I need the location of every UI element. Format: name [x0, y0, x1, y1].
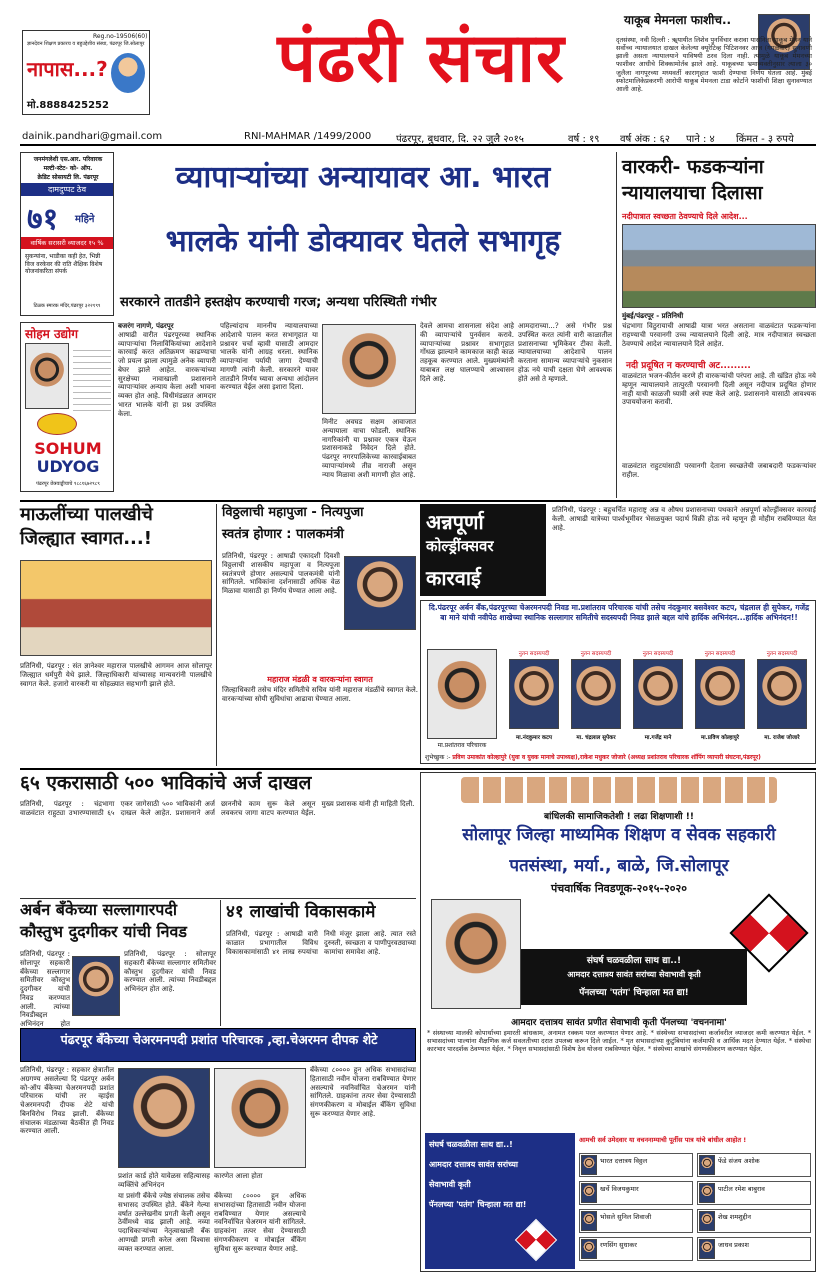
mauli-headline-1: माऊलींच्या पालखीचे: [20, 504, 153, 525]
right-body-1-text: चंद्रभागा विठुरायाची आषाढी यात्रा भरत असताना वाळवंटात फडकऱ्यांना राहण्याची परवानगी उच्च न्यायालयाने दिली आहे. मात्र नदीपात्रात स्वच्छता ठेवण्याचे आदेश न्यायालयाने दिले आहेत.: [622, 322, 816, 348]
bottom-h2-body-text-2: प्रतिनिधी, पंढरपूर : सोलापूर सहकारी बँकेच्या सल्लागार समितीवर कौस्तुभ दुदगीकर यांची निवड करण्यात आली. त्यांच्या निवडीबद्दल अभिनंदन होत आहे.: [124, 950, 216, 993]
election-slogan-2: आमदार दत्तात्रय सावंत सरांच्या सेवाभावी कृती: [567, 970, 701, 979]
member-name: मा.गजेंद्र माने: [644, 735, 672, 741]
lead-right-divider: [616, 152, 617, 498]
bottom-h3-body-text: प्रतिनिधी, पंढरपूर : आषाढी वारी काळात प्रभागातील विविध विकासकामांसाठी ४१ लाख रुपयांचा निधी मंजूर झाला आहे. त्यात रस्ते दुरुस्ती, स्वच्छता व पाणीपुरवठ्याच्या कामांचा समावेश आहे.: [226, 930, 416, 956]
lead-headline-1: व्यापाऱ्यांच्या अन्यायावर आ. भारत: [175, 160, 551, 195]
member-photo: [571, 659, 621, 729]
soham-photo: [25, 343, 69, 409]
member-name: मा. चंद्रलाल सुपेकर: [576, 735, 616, 741]
lead-col-3: [322, 418, 416, 494]
election-top-line: बांधिलकी सामाजिकतेशी ! लढा शिक्षणाशी !!: [544, 812, 694, 822]
bottom-h2-body: [20, 950, 70, 1028]
fd-label: दामदुप्पट ठेव: [21, 183, 113, 196]
felicitation-chief-photo: [427, 649, 497, 739]
felicitation-from-label: शुभेच्छुक :-: [425, 754, 451, 761]
annapurna-line-2: कोल्ड्रींक्सवर: [426, 537, 494, 555]
lead-col-4-text: देवले आमचा शासनाला संदेश आहे की व्यापाऱ्यांचे पुनर्वसन करावे. व्यापाऱ्यांच्या प्रश्नावर सभागृहात गोंधळ झाल्याने कामकाज काही काळ तहकूब करण्यात आले. मुख्यमंत्र्यांनी याबाबत लक्ष घालण्याचे आश्वासन दिले आहे.: [420, 322, 514, 383]
lead-byline: बजरंग नागणे, पंढरपूर: [118, 321, 174, 330]
masthead-rni: RNI-MAHMAR /1499/2000: [244, 131, 372, 142]
right-byline: मुंबई/पंढरपूर - प्रतिनिधी: [622, 312, 684, 320]
candidate-photo: [699, 1183, 715, 1203]
candidate-name: पाटील रमेश बाबुराव: [697, 1181, 811, 1205]
bottom-divider-a: [20, 898, 416, 899]
felicitation-from-names: प्रविण उमाकांत कोल्हापुरे (युवा व युवक मानाचे उपाध्यक्ष),राकेश मधुकर जोजारे (अध्यक्ष प्रशांतराव परिचारक शॉपिंग व्यापारी संघटना,पंढरपूर): [452, 754, 761, 761]
lead-col-5-text: आमदाराच्या...? असे गंभीर प्रश्न उपस्थित करत त्यांनी वारी काळातील प्रशासनाच्या भूमिकेवर टीका केली. न्यायालयाच्या आदेशाचे पालन करताना सामान्य व्यापाऱ्यांचे नुकसान होऊ नये याची दक्षता घेणे आवश्यक होते असे ते म्हणाले.: [518, 322, 612, 383]
vitthal-headline-2: स्वतंत्र होणार : पालकमंत्री: [222, 527, 344, 542]
top-right-headline: याकूब मेमनला फाशीच..: [624, 13, 732, 27]
banner-col-2b: [214, 1192, 306, 1272]
mauli-body: [20, 662, 212, 762]
rate-line: वार्षिक सरासरी व्याजदर १५ %: [21, 237, 113, 249]
fd-unit: महिने: [75, 214, 95, 225]
right-headline-2: न्यायालयाचा दिलासा: [622, 182, 763, 204]
bank-line-1: जनमंगलेशी एस.आर. परिवारक: [33, 156, 103, 163]
bottom-h2-body-2: [124, 950, 216, 1024]
bottom-h1-body: [20, 800, 416, 896]
soham-product-list: [73, 345, 111, 411]
member-tag: नुतन सदस्यपदी: [580, 651, 612, 657]
banner-caption-2: कारणेत आला होता: [214, 1172, 263, 1180]
lead-col-4: [420, 322, 514, 494]
ad-phone: मो.8888425252: [27, 100, 109, 111]
banner-caption-1: प्रशांत कार्ड होते यावेळस सहित्यासह व्यक्तिंचे अभिनंदन: [118, 1172, 210, 1189]
candidate-photo: [581, 1211, 597, 1231]
member-photo: [633, 659, 683, 729]
election-ad: [420, 772, 816, 1272]
candidate-name: रणसिंग सुधाकर: [579, 1237, 693, 1261]
banner-col-1-text: प्रतिनिधी, पंढरपूर : सहकार क्षेत्रातील अग्रगण्य असलेल्या दि पंढरपूर अर्बन को-ऑप बँकेच्या चेअरमनपदी प्रशांत परिचारक यांची तर व्हाईस चेअरमनपदी दीपक शेटे यांची बिनविरोध निवड झाली. बँकेच्या संचालक मंडळाच्या बैठकीत ही निवड करण्यात आली.: [20, 1066, 114, 1136]
banner-photo-1: [118, 1068, 210, 1168]
bottom-banner-headline: पंढरपूर बँकेच्या चेअरमनपदी प्रशांत परिचारक ,व्हा.चेअरमन दीपक शेटे: [60, 1032, 378, 1047]
bottom-h2-2: कौस्तुभ दुदगीकर यांची निवड: [20, 922, 187, 941]
bottom-h3-body: [226, 930, 416, 1024]
bottom-h3: ४१ लाखांची विकासकामे: [226, 902, 376, 922]
felicitation-member-card: [753, 649, 811, 749]
mauli-body-text: प्रतिनिधी, पंढरपूर : संत ज्ञानेश्वर महाराज पालखीचे आगमन आज सोलापूर जिल्ह्यात धर्मपुरी येथे झाले. जिल्हाधिकारी यांच्यासह मान्यवरांनी पालखीचे स्वागत केले. हजारो वारकरी या सोहळ्यात सहभागी झाले होते.: [20, 662, 212, 688]
vitthal-body: [222, 552, 340, 668]
ad-cartoon-icon: [111, 53, 145, 93]
candidate-photo: [699, 1155, 715, 1175]
bank-fd-ad: [20, 152, 114, 316]
vitthal-headline-1: विठ्ठलाची महापुजा - नित्यपुजा: [222, 505, 364, 520]
felicitation-ad: [420, 600, 816, 764]
top-right-story: [616, 14, 812, 140]
bottom-mid-divider: [220, 900, 221, 1026]
ad-reg-no: Reg.no-19506(60): [93, 33, 148, 40]
fd-small-print: सुकन्यांना, भाडीका कही हेत, भिन्नी विज वरकेवर की राति शैक्षिक विशेष योजनांकरिता संपर्क: [25, 253, 103, 275]
lead-col-3-text: मिनीट अवघड सक्षम आवाजात अन्यायाला वाचा फोडली. स्थानिक नागरिकांनी या प्रश्नावर एकत्र येऊन प्रशासनाकडे निवेदन दिले होते. पंढरपूर नगरपालिकेच्या कारवाईबाबत व्यापाऱ्यांमध्ये तीव्र नाराजी असून न्याय मिळावा अशी मागणी होत आहे.: [322, 418, 416, 479]
election-name: पंचवार्षिक निवडणूक-२०१५-२०२०: [551, 882, 687, 895]
ad-tagline: ज्ञानदेवन शिक्षण प्रकारच व बहुउद्देशीय संस्था, पंढरपूर जि.सोलापूर: [27, 41, 145, 47]
soham-ad: [20, 322, 114, 492]
right-body-2: [622, 372, 816, 460]
bottom-h1-body-text: प्रतिनिधी, पंढरपूर : चंद्रभागा वाळवंटात राहुट्या उभारण्यासाठी ६५ एकर जागेसाठी ५०० भाविकांनी अर्ज दाखल केले आहेत. प्रशासनाने अर्ज छाननीचे काम सुरू केले असून लवकरच जागा वाटप करण्यात येईल. मुख्य प्रशासक यांनी ही माहिती दिली.: [20, 800, 415, 817]
lead-col-1-text: आषाढी वारीत पंढरपूरच्या स्थानिक व्यापाऱ्यांचा निलाविंकियांच्या आदेशाने कारवाई करत अतिक्रमण काढण्याचा जो प्रयत्न झाला त्यामुळे अनेक व्यापारी बेघर झाले आहेत. वारकऱ्यांच्या सुरक्षेच्या नावाखाली प्रशासनाने व्यापाऱ्यांवर अन्याय केला अशी भावना व्यक्त होत आहे. विधीमंडळात आमदार भारत भालके यांनी हा प्रश्न उपस्थित केला.: [118, 330, 216, 418]
right-body-1: [622, 322, 816, 356]
bottom-h1: ६५ एकरासाठी ५०० भाविकांचे अर्ज दाखल: [20, 772, 312, 794]
annapurna-box: [420, 504, 546, 596]
masthead-email: dainik.pandhari@gmail.com: [22, 131, 163, 142]
lead-col-1: [118, 322, 216, 494]
masthead-year: वर्ष : १९: [568, 134, 600, 145]
felicitation-member-card: [567, 649, 625, 749]
candidate-photo: [581, 1239, 597, 1259]
member-photo: [509, 659, 559, 729]
soham-badge-icon: [37, 413, 77, 435]
election-footer-slogan-2: आमदार दत्तात्रय सावंत सरांच्या: [429, 1160, 518, 1169]
soham-phone: पंढरपूर छेत्रवाड्डीचाचे ९८८१६७२९८९: [36, 481, 100, 487]
masthead-title: पंढरी संचार: [277, 19, 565, 98]
member-tag: नुतन सदस्यपदी: [642, 651, 674, 657]
candidate-name: खर्चे विजयकुमार: [579, 1181, 693, 1205]
election-footer-kite-icon: [515, 1219, 557, 1261]
lead-photo: [322, 324, 416, 414]
member-tag: नुतन सदस्यपदी: [704, 651, 736, 657]
member-name: मा.प्रविण कोल्हापुरे: [700, 735, 740, 741]
felicitation-title: दि.पंढरपूर अर्बन बँक,पंढरपूरच्या चेअरमनपदी निवड मा.प्रशांतराव परिचारक यांची तसेच नंदकुमार बसवेश्वर कटप, चंद्रलाल ही सुपेकर, गजेंद्र बा माने यांची नवीपेठ शाखेच्या स्थानिक सल्लागार समितीचे सदस्यपदी निवड झाले बद्दल यांचे हार्दिक अभिनंदन...हार्दिक अभिनंदन!!: [428, 603, 810, 622]
candidate-photo: [581, 1155, 597, 1175]
member-photo: [695, 659, 745, 729]
candidate-name: जाधव प्रकाश: [697, 1237, 811, 1261]
felicitation-member-card: [691, 649, 749, 749]
felicitation-member-card: [629, 649, 687, 749]
felicitation-footer: [425, 753, 813, 761]
row-divider-1: [20, 500, 816, 502]
annapurna-line-1: अन्नपूर्णा: [426, 510, 484, 534]
candidate-photo: [581, 1183, 597, 1203]
vitthal-body-text: प्रतिनिधी, पंढरपूर : आषाढी एकादशी दिवशी विठ्ठलाची शासकीय महापूजा व नित्यपूजा स्वतंत्रपणे होणार असल्याचे पालकमंत्री यांनी सांगितले. भाविकांना दर्शनासाठी अधिक वेळ मिळावा यासाठी हा निर्णय घेण्यात आला आहे.: [222, 552, 340, 595]
lead-headline-2: भालके यांनी डोक्यावर घेतले सभागृह: [165, 224, 561, 259]
top-right-body: दृतसंस्था, नवी दिल्ली : ॠ्यायीत लिशेव पुनर्विचार करावा यासंनिता याकूब मेमन याने सर्वोच्च न्यायालयात दाखल केलेल्या क्यूरेटिव्ह पिटिशनवर आज (गंगळवार) सुनावणी झाली असता न्यायालयाने याविषयी ठरव दिला नाही. त्यामुळे याकूब मेमनच्या फाशीवर आधीचे शिक्कामोर्तब झाले आहे. याकूबच्या भ्रमाव्यक्तीनुसार त्याला ३० जुलैला नागपूरच्या मध्यवर्ती कारागृहात फाशी देण्याचा निर्णय घेतला आहे. मुंबई स्फोटमालिकेप्रकरणी आरोपी याकूब मेमनला टाडा कोर्टाने फाशीची शिक्षा सुनावण्यात आली आहे.: [616, 36, 812, 93]
banner-col-3-text: बँकेच्या ८०००० हून अधिक सभासदांच्या हितासाठी नवीन योजना राबविण्यात येणार असल्याचे नवनिर्वाचित चेअरमन यांनी सांगितले. ग्राहकांना तत्पर सेवा देण्यासाठी संगणकीकरण व मोबाईल बँकिंग सुविधा सुरू करण्यात येणार आहे.: [310, 1066, 416, 1118]
lead-col-2: [220, 322, 318, 494]
election-footer-slogan-1: संघर्ष चळवळीला साथ द्या..!: [429, 1140, 513, 1149]
fd-months: ७१: [27, 202, 59, 237]
right-sub: नदीपात्रात स्वच्छता ठेवण्याचे दिले आदेश...: [622, 212, 748, 221]
masthead-pages: पाने : ४: [686, 134, 715, 145]
soham-title: सोहम उद्योग: [25, 327, 78, 341]
soham-brand-2: UDYOG: [36, 457, 100, 476]
member-name: मा. राजेश जोजारे: [764, 735, 800, 741]
banner-col-1: [20, 1066, 114, 1272]
masthead-price: किंमत - ३ रुपये: [736, 134, 794, 145]
candidate-photo: [699, 1239, 715, 1259]
felicitation-chief-caption: मा.प्रशांतराव परिचारक: [437, 742, 487, 749]
election-footer-box: [425, 1133, 575, 1269]
bottom-h2-body-text: प्रतिनिधी, पंढरपूर : सोलापूर सहकारी बँकेच्या सल्लागार समितीवर कौस्तुभ दुदगीकर यांची निवड करण्यात आली. त्यांच्या निवडीबद्दल अभिनंदन होत: [20, 950, 70, 1028]
bottom-banner: [20, 1028, 416, 1062]
banner-col-2-text: या प्रसंगी बँकेचे ज्येष्ठ संचालक तसेच सभासद उपस्थित होते. बँकेने गेल्या वर्षात उल्लेखनीय प्रगती केली असून ठेवींमध्ये वाढ झाली आहे. नव्या पदाधिकाऱ्यांच्या नेतृत्वाखाली बँक आणखी प्रगती करेल असा विश्वास व्यक्त करण्यात आला.: [118, 1192, 210, 1253]
lead-col-5: [518, 322, 612, 494]
member-photo: [757, 659, 807, 729]
election-slogan-3: पॅनलच्या 'पतंग' चिन्हाला मत द्या!: [579, 988, 689, 998]
banner-col-2b-text: बँकेच्या ८०००० हून अधिक सभासदांच्या हितासाठी नवीन योजना राबविण्यात येणार असल्याचे नवनिर्वाचित चेअरमन यांनी सांगितले. ग्राहकांना तत्पर सेवा देण्यासाठी संगणकीकरण व मोबाईल बँकिंग सुविधा सुरू करण्यात येणार आहे.: [214, 1192, 306, 1253]
candidate-name: भोसले सुनिल शिवाजी: [579, 1209, 693, 1233]
election-slogan-1: संघर्ष चळवळीला साथ द्या..!: [586, 956, 682, 966]
candidate-photo: [699, 1211, 715, 1231]
annapurna-body: [552, 506, 816, 596]
election-footer-slogan-4: पॅनलच्या 'पतंग' चिन्हाला मत द्या!: [429, 1200, 527, 1209]
felicitation-member-card: [505, 649, 563, 749]
candidate-name: भारत दत्तात्रय विठ्ठल: [579, 1153, 693, 1177]
banner-col-3: [310, 1066, 416, 1272]
mauli-photo: [20, 560, 212, 656]
lead-subhead: सरकारने तातडीने हस्तक्षेप करण्याची गरज; अन्यथा परिस्थिती गंभीर: [120, 295, 437, 310]
soham-brand-1: SOHUM: [34, 439, 102, 458]
masthead-left-ad: [22, 30, 150, 115]
election-portrait-strip: [461, 777, 777, 803]
bank-line-2: मल्टी-स्टेट- को- ऑप.: [43, 165, 93, 172]
election-footer-slogan-3: सेवाभावी कृती: [429, 1180, 471, 1189]
bank-line-3: क्रेडिट सोसायटी लि. पंढरपूर: [37, 174, 99, 181]
election-candidates-title: आमची सर्व उमेदवार या वचननाम्याची पूर्तीस पात्र यांचे बांधील आहोत !: [579, 1136, 747, 1144]
member-tag: नुतन सदस्यपदी: [518, 651, 550, 657]
mauli-divider: [216, 504, 217, 766]
right-headline-1: वारकरी- फडकऱ्यांना: [622, 156, 764, 178]
vitthal-photo: [344, 556, 416, 630]
election-candidate-photo: [431, 899, 521, 1009]
right-body-2-text: वाळवंटात भजन-कीर्तन करणे ही वारकऱ्यांची परंपरा आहे. ती खंडित होऊ नये म्हणून न्यायालयाने तात्पुरती परवानगी दिली असून नदीपात्र प्रदूषित होणार नाही याची काळजी घ्यावी असे स्पष्ट केले आहे. प्रशासनाने यासाठी आवश्यक उपाययोजना करावी.: [622, 372, 816, 407]
banner-photo-2: [214, 1068, 306, 1168]
election-manifesto-title: आमदार दत्तात्रय सावंत प्रणीत सेवाभावी कृती पॅनलच्या 'वचननामा': [511, 1018, 727, 1028]
election-manifesto-body: * संस्थाच्या मालकी कोपार्थाच्या इमारती बांधकाम, अनामत रक्कम परत करण्यात येणार आहे. * संस्थेच्या सभासदांच्या कर्जावरील व्याजदर कमी करण्यात येईल. * सभासदांच्या पाल्यांना शैक्षणिक कर्ज सवलतीच्या दरात उपलब्ध करून दिले जाईल. * मृत सभासदांच्या कुटुंबियांना कर्जमाफी व आर्थिक मदत देण्यात येईल. * संस्थेचा कारभार पारदर्शक ठेवण्यात येईल. * निवृत्त सभासदांसाठी विशेष ठेव योजना राबविण्यात येईल. * संस्थेच्या शाखांचे संगणकीकरण करण्यात येईल.: [427, 1029, 811, 1054]
election-title-2: पतसंस्था, मर्या., बाळे, जि.सोलापूर: [509, 856, 729, 876]
right-story-photo: [622, 224, 816, 308]
maharaj-body-text: जिल्हाधिकारी तसेच मंदिर समितीचे सचिव यांनी महाराज मंडळींचे स्वागत केले. वारकऱ्यांच्या सोयी सुविधांचा आढावा घेण्यात आला.: [222, 686, 418, 703]
annapurna-line-3: कारवाई: [426, 566, 481, 590]
bottom-h2-photo: [72, 956, 120, 1016]
member-name: मा.नंदकुमार कटप: [516, 735, 552, 741]
bottom-h2-1: अर्बन बँकेच्या सल्लागारपदी: [20, 900, 178, 919]
right-sub-2: नदी प्रदूषित न करण्याची अट.........: [626, 361, 751, 371]
masthead-dateline: पंढरपूर, बुधवार, दि. २२ जुलै २०१५: [396, 134, 524, 145]
lead-col-2-text: पहिल्यांदाच माननीय न्यायालयाच्या आदेशाचे पालन करत सभागृहात या प्रश्नावर चर्चा व्हावी यासाठी आमदार भालके यांनी आग्रह धरला. स्थानिक व्यापाऱ्यांना पर्यायी जागा देण्याची मागणी त्यांनी केली. सरकारने यावर तातडीने निर्णय घ्यावा अन्यथा आंदोलन करण्यात येईल असा इशारा दिला.: [220, 322, 318, 392]
election-title-1: सोलापूर जिल्हा माध्यमिक शिक्षण व सेवक सहकारी: [462, 825, 776, 845]
banner-col-2: [118, 1192, 210, 1272]
masthead-issue: वर्ष अंक : ६२: [620, 134, 670, 145]
maharaj-headline: महाराज मंडळी व वारकऱ्यांना स्वागत: [267, 675, 373, 684]
fd-branch: टिळक स्मारक मंदिर,पंढरपूर ३२२१९९: [33, 303, 101, 309]
candidate-name: फेंडे संजय अशोक: [697, 1153, 811, 1177]
election-slogan-box: [521, 949, 747, 1005]
mauli-headline-2: जिल्ह्यात स्वागत...!: [20, 528, 152, 549]
annapurna-body-text: प्रतिनिधी, पंढरपूर : बहुचर्चित महाराष्ट्र अन्न व औषध प्रशासनाच्या पथकाने अन्नपूर्णा कोल्ड्रींक्सवर कारवाई केली. आषाढी यात्रेच्या पार्श्वभूमीवर भेसळयुक्त पदार्थ विक्री होऊ नये म्हणून ही मोहीम राबविण्यात येत आहे.: [552, 506, 816, 532]
ad-title: नापास...?: [27, 57, 108, 81]
candidate-name: शेख शमशुद्दीन: [697, 1209, 811, 1233]
maharaj-body: [222, 686, 418, 764]
row-divider-2: [20, 768, 816, 770]
right-body-3: [622, 462, 816, 496]
right-body-3-text: वाळवंटात राहुटयांसाठी परवानगी देताना स्वच्छतेची जबाबदारी फडकऱ्यांवर राहील.: [622, 462, 816, 479]
member-tag: नुतन सदस्यपदी: [766, 651, 798, 657]
